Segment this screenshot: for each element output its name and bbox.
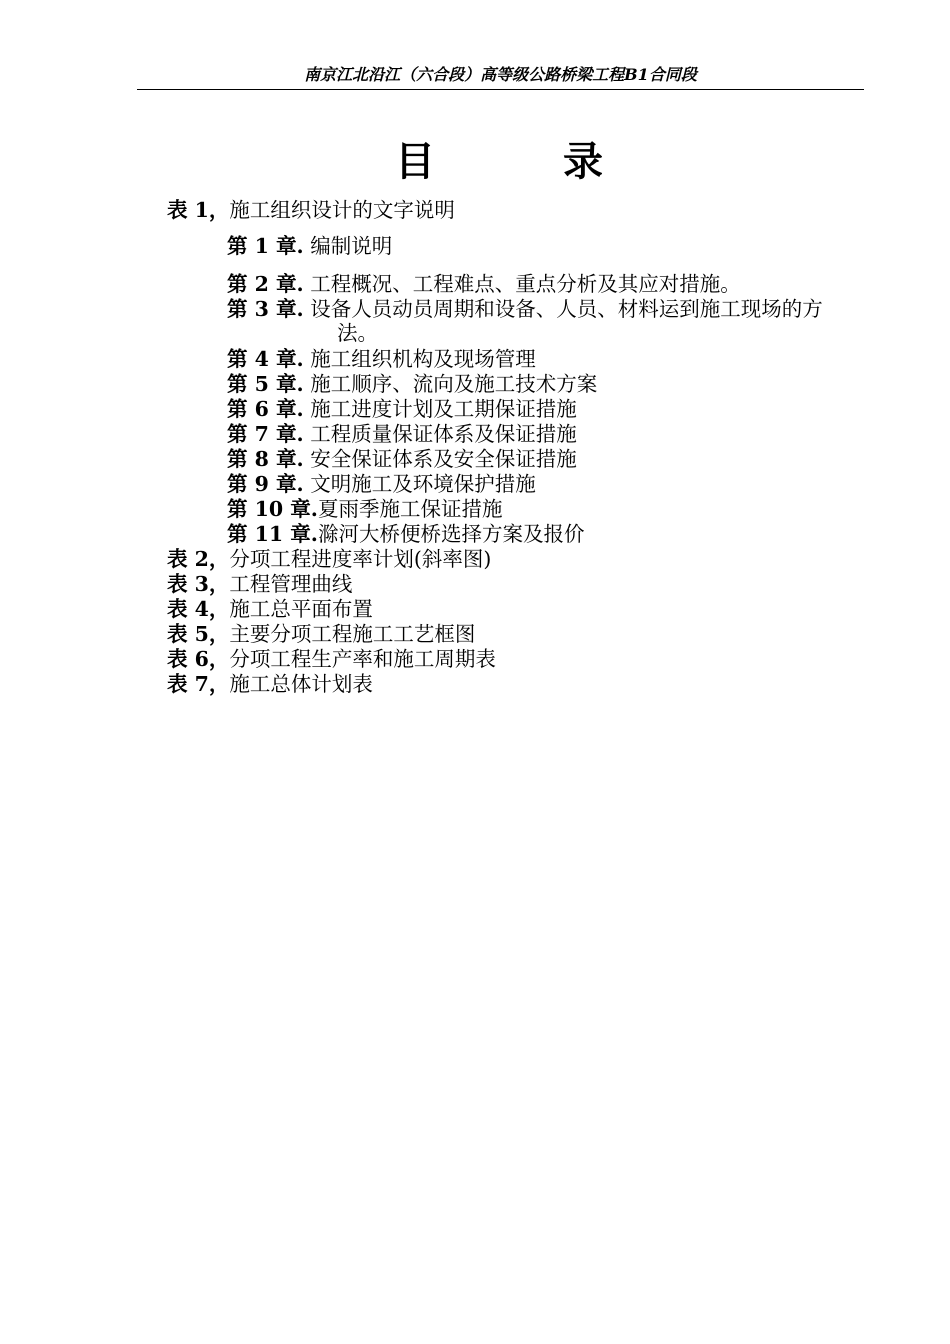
- toc-entry-chapter-3-continuation: 法。: [337, 321, 378, 345]
- toc-entry-table-6[interactable]: [167, 647, 496, 672]
- toc-entry-number: 第 11 章.: [227, 522, 318, 546]
- toc-entry-chapter-4[interactable]: [227, 347, 536, 372]
- toc-entry-table-3[interactable]: [167, 572, 352, 597]
- toc-entry-text: 滁河大桥便桥选择方案及报价: [317, 522, 585, 546]
- toc-entry-text: 施工顺序、流向及施工技术方案: [310, 372, 598, 396]
- toc-entry-chapter-1[interactable]: [227, 234, 392, 259]
- toc-entry-number: 表 4，: [167, 597, 230, 621]
- toc-entry-text: 施工组织机构及现场管理: [310, 347, 536, 371]
- toc-entry-number: 表 3，: [167, 572, 230, 596]
- header-rule: [137, 89, 864, 90]
- toc-title: [395, 136, 621, 188]
- toc-entry-chapter-10[interactable]: [227, 497, 502, 522]
- toc-entry-number: 表 1，: [167, 198, 230, 222]
- toc-entry-number: 第 10 章.: [227, 497, 318, 521]
- toc-entry-text: 分项工程生产率和施工周期表: [229, 647, 496, 671]
- toc-title-char-1: 目: [395, 138, 435, 185]
- toc-entry-text: 文明施工及环境保护措施: [310, 472, 536, 496]
- toc-entry-table-7[interactable]: [167, 672, 373, 697]
- toc-entry-text: 安全保证体系及安全保证措施: [310, 447, 577, 471]
- toc-entry-text: 施工总平面布置: [229, 597, 373, 621]
- toc-entry-chapter-5[interactable]: [227, 372, 597, 397]
- toc-entry-table-4[interactable]: [167, 597, 373, 622]
- toc-entry-text: 施工总体计划表: [229, 672, 373, 696]
- toc-entry-number: 第 8 章.: [227, 447, 304, 471]
- toc-entry-number: 第 3 章.: [227, 297, 304, 321]
- toc-entry-text: 工程管理曲线: [229, 572, 353, 596]
- running-header: 南京江北沿江（六合段）高等级公路桥梁工程B1合同段: [304, 65, 697, 84]
- toc-entry-number: 第 6 章.: [227, 397, 304, 421]
- toc-entry-text: 编制说明: [310, 234, 393, 258]
- toc-entry-text: 施工组织设计的文字说明: [229, 198, 455, 222]
- toc-entry-number: 表 2，: [167, 547, 230, 571]
- toc-entry-chapter-2[interactable]: [227, 272, 741, 297]
- toc-entry-chapter-3[interactable]: [227, 297, 823, 322]
- toc-entry-text: 分项工程进度率计划(斜率图): [229, 547, 492, 571]
- toc-entry-text: 工程质量保证体系及保证措施: [310, 422, 577, 446]
- toc-entry-text: 工程概况、工程难点、重点分析及其应对措施。: [310, 272, 741, 296]
- toc-entry-number: 第 2 章.: [227, 272, 304, 296]
- toc-entry-text: 施工进度计划及工期保证措施: [310, 397, 577, 421]
- toc-entry-number: 表 7，: [167, 672, 230, 696]
- toc-entry-text: 设备人员动员周期和设备、人员、材料运到施工现场的方: [310, 297, 823, 321]
- toc-entry-chapter-6[interactable]: [227, 397, 577, 422]
- toc-entry-chapter-8[interactable]: [227, 447, 577, 472]
- toc-entry-table-1[interactable]: [167, 198, 455, 223]
- toc-entry-chapter-7[interactable]: [227, 422, 577, 447]
- toc-entry-number: 第 9 章.: [227, 472, 304, 496]
- toc-entry-number: 表 5，: [167, 622, 230, 646]
- toc-entry-table-2[interactable]: [167, 547, 491, 572]
- toc-entry-text: 夏雨季施工保证措施: [317, 497, 503, 521]
- toc-entry-number: 第 5 章.: [227, 372, 304, 396]
- toc-entry-number: 第 7 章.: [227, 422, 304, 446]
- toc-entry-chapter-11[interactable]: [227, 522, 584, 547]
- toc-entry-text: 主要分项工程施工工艺框图: [229, 622, 476, 646]
- toc-entry-number: 表 6，: [167, 647, 230, 671]
- toc-entry-number: 第 4 章.: [227, 347, 304, 371]
- toc-entry-table-5[interactable]: [167, 622, 475, 647]
- toc-entry-number: 第 1 章.: [227, 234, 304, 258]
- toc-title-char-2: 录: [563, 138, 603, 185]
- toc-entry-chapter-9[interactable]: [227, 472, 536, 497]
